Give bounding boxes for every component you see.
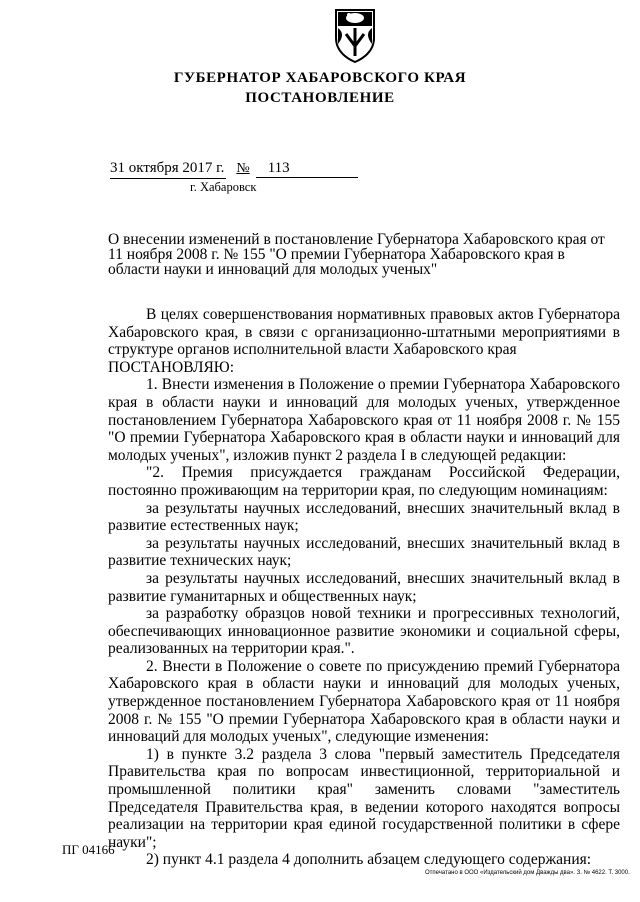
decree-word: ПОСТАНОВЛЯЮ: bbox=[108, 358, 235, 376]
document-body bbox=[108, 306, 620, 869]
document-number: 113 bbox=[256, 160, 358, 178]
form-code: ПГ 04166 bbox=[62, 842, 115, 857]
document-type-heading: ПОСТАНОВЛЕНИЕ bbox=[245, 90, 395, 106]
number-sign: № bbox=[236, 161, 250, 176]
paragraph: 1. Внести изменения в Положение о премии Губернатора Хабаровского края в области науки и инноваций для молодых ученых, утвержденное постановлением Губернатора Хабаровского края от 11 ноября 2008 г. № 155 "О премии Губернатора Хабаровского края в области науки и инноваций для молодых ученых", изложив пункт 2 раздела I в следующей редакции: bbox=[108, 376, 620, 464]
document-title: О внесении изменений в постановление Губернатора Хабаровского края от 11 ноября 2008 г. № 155 "О премии Губернатора Хабаровского края в области науки и инноваций для молодых ученых" bbox=[108, 231, 605, 278]
paragraph: 2. Внести в Положение о совете по присуждению премий Губернатора Хабаровского края в области науки и инноваций для молодых ученых, утвержденное постановлением Губернатора Хабаровского края от 11 ноября 2008 г. № 155 "О премии Губернатора Хабаровского края в области науки и инноваций для молодых ученых", следующие изменения: bbox=[108, 657, 620, 746]
document-date: 31 октября 2017 г. bbox=[110, 160, 226, 179]
printer-note: Отпечатано в ООО «Издательский дом Дважды два». З. № 4622. Т. 3000. bbox=[425, 870, 630, 876]
paragraph: за результаты научных исследований, внесших значительный вклад в развитие естественных наук; bbox=[108, 499, 620, 535]
paragraph: "2. Премия присуждается гражданам Российской Федерации, постоянно проживающим на территории края, по следующим номинациям: bbox=[108, 464, 620, 499]
paragraph: за разработку образцов новой техники и прогрессивных технологий, обеспечивающих инновационное развитие экономики и социальной сферы, реализованных на территории края.". bbox=[108, 605, 620, 658]
paragraph: за результаты научных исследований, внесших значительный вклад в развитие технических наук; bbox=[108, 534, 620, 570]
coat-of-arms-icon bbox=[332, 4, 378, 64]
paragraph: 1) в пункте 3.2 раздела 3 слова "первый заместитель Председателя Правительства края по вопросам инвестиционной, территориальной и промышленной политики края" заменить словами "заместитель Председателя Правительства края, в ведении которого находятся вопросы реализации на территории края единой государственной политики в сфере науки"; bbox=[108, 745, 620, 851]
paragraph: В целях совершенствования нормативных правовых актов Губернатора Хабаровского края, в связи с организационно-штатными мероприятиями в структуре органов исполнительной власти Хабаровского края bbox=[108, 306, 620, 359]
authority-heading: ГУБЕРНАТОР ХАБАРОВСКОГО КРАЯ bbox=[173, 70, 467, 86]
document-city: г. Хабаровск bbox=[190, 180, 257, 194]
paragraph: 2) пункт 4.1 раздела 4 дополнить абзацем следующего содержания: bbox=[146, 851, 592, 869]
paragraph: за результаты научных исследований, внесших значительный вклад в развитие гуманитарных и общественных наук; bbox=[108, 569, 620, 605]
date-line bbox=[110, 160, 358, 179]
